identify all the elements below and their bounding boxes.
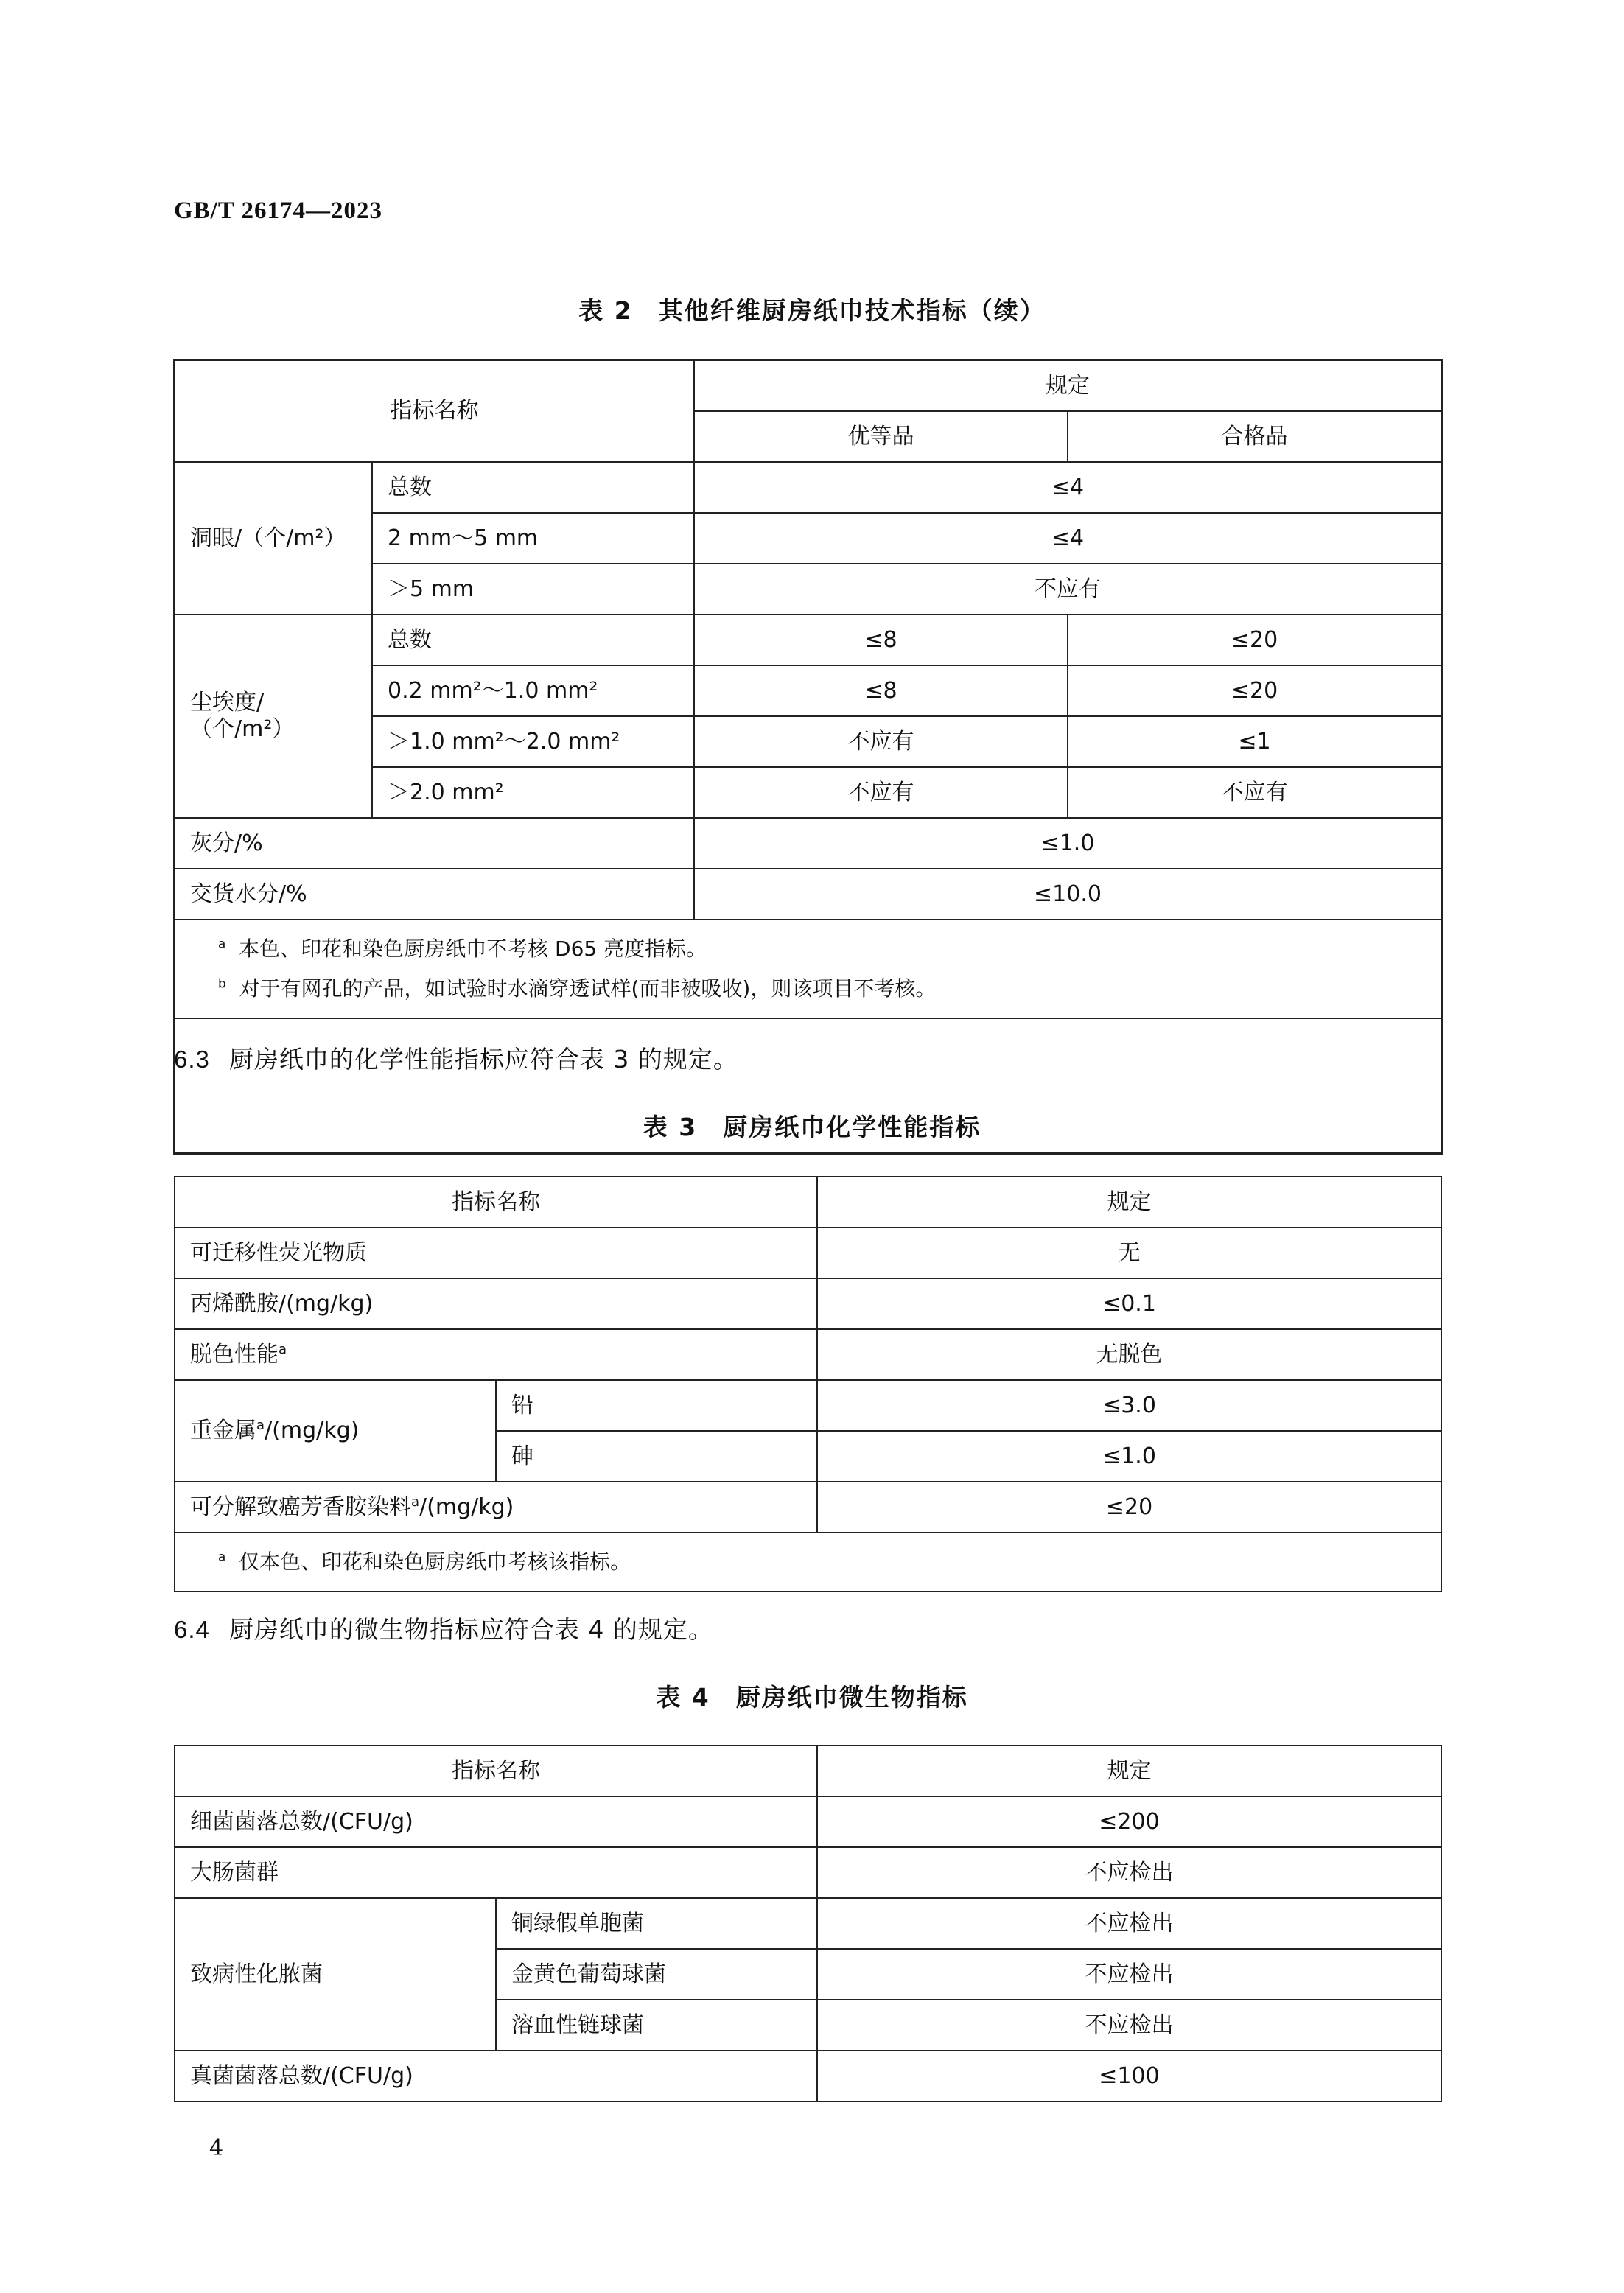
fungi-label: 真菌菌落总数/(CFU/g) bbox=[175, 2051, 817, 2101]
table2-head-spec: 规定 bbox=[694, 360, 1441, 411]
section-text: 厨房纸巾的微生物指标应符合表 4 的规定。 bbox=[228, 1615, 713, 1644]
section-text: 厨房纸巾的化学性能指标应符合表 3 的规定。 bbox=[228, 1045, 738, 1074]
pathogen-label: 溶血性链球菌 bbox=[496, 2000, 817, 2051]
dust-value-grade2: ≤20 bbox=[1068, 665, 1441, 716]
dust-value-grade2: 不应有 bbox=[1068, 767, 1441, 818]
table4 bbox=[174, 1745, 1442, 2102]
table2 bbox=[174, 360, 1442, 1019]
holes-value: ≤4 bbox=[694, 513, 1441, 564]
table2-caption: 表 2 其他纤维厨房纸巾技术指标（续） bbox=[578, 296, 1046, 325]
table-row bbox=[175, 1482, 1441, 1533]
table3 bbox=[174, 1176, 1442, 1592]
dust-label: 0.2 mm²～1.0 mm² bbox=[372, 665, 694, 716]
section-number: 6.4 bbox=[174, 1616, 210, 1643]
table-row bbox=[175, 1278, 1441, 1329]
table3-header-row bbox=[175, 1177, 1441, 1228]
table3-head-spec: 规定 bbox=[817, 1177, 1441, 1228]
pathogens-label: 致病性化脓菌 bbox=[175, 1898, 496, 2051]
bacteria-label: 细菌菌落总数/(CFU/g) bbox=[175, 1796, 817, 1847]
holes-value: ≤4 bbox=[694, 462, 1441, 513]
arsenic-label: 砷 bbox=[496, 1431, 817, 1482]
acrylamide-label: 丙烯酰胺/(mg/kg) bbox=[175, 1278, 817, 1329]
dust-group-label: 尘埃度/（个/m²） bbox=[175, 615, 372, 818]
table2-head-grade1: 优等品 bbox=[694, 411, 1068, 462]
table-row bbox=[175, 1847, 1441, 1898]
table4-head-name: 指标名称 bbox=[175, 1746, 817, 1796]
fungi-value: ≤100 bbox=[817, 2051, 1441, 2101]
decolor-label: 脱色性能$^a$ bbox=[175, 1329, 817, 1380]
fluorescent-label: 可迁移性荧光物质 bbox=[175, 1228, 817, 1278]
table3-notes bbox=[175, 1533, 1441, 1592]
table4-head-spec: 规定 bbox=[817, 1746, 1441, 1796]
section-6-4 bbox=[174, 1611, 713, 1645]
standard-number: GB/T 26174—2023 bbox=[174, 197, 383, 224]
table2-head-grade2: 合格品 bbox=[1068, 411, 1441, 462]
moisture-value: ≤10.0 bbox=[694, 869, 1441, 920]
table2-head-name: 指标名称 bbox=[175, 360, 694, 462]
decolor-value: 无脱色 bbox=[817, 1329, 1441, 1380]
ash-label: 灰分/% bbox=[175, 818, 694, 869]
coliform-value: 不应检出 bbox=[817, 1847, 1441, 1898]
table-row bbox=[175, 1380, 1441, 1431]
azo-label: 可分解致癌芳香胺染料$^a$/(mg/kg) bbox=[175, 1482, 817, 1533]
pathogen-label: 金黄色葡萄球菌 bbox=[496, 1949, 817, 2000]
table-row bbox=[175, 1228, 1441, 1278]
pathogen-value: 不应检出 bbox=[817, 1898, 1441, 1949]
table3-note-a: $^a$ 仅本色、印花和染色厨房纸巾考核该指标。 bbox=[218, 1549, 631, 1574]
pathogen-value: 不应检出 bbox=[817, 2000, 1441, 2051]
holes-group-label: 洞眼/（个/m²） bbox=[175, 462, 372, 615]
table-row bbox=[175, 869, 1441, 920]
table2-note-b: $^b$ 对于有网孔的产品，如试验时水滴穿透试样(而非被吸收)，则该项目不考核。 bbox=[218, 976, 937, 1001]
table2-notes bbox=[175, 920, 1441, 1018]
table-row bbox=[175, 818, 1441, 869]
table-row bbox=[175, 2051, 1441, 2101]
table2-header-row bbox=[175, 360, 1441, 411]
metals-label: 重金属$^a$/(mg/kg) bbox=[175, 1380, 496, 1482]
dust-value-grade2: ≤1 bbox=[1068, 716, 1441, 767]
dust-label: ＞1.0 mm²～2.0 mm² bbox=[372, 716, 694, 767]
holes-label: ＞5 mm bbox=[372, 564, 694, 615]
bacteria-value: ≤200 bbox=[817, 1796, 1441, 1847]
page-header bbox=[174, 196, 382, 225]
holes-value: 不应有 bbox=[694, 564, 1441, 615]
coliform-label: 大肠菌群 bbox=[175, 1847, 817, 1898]
table-row bbox=[175, 1796, 1441, 1847]
moisture-label: 交货水分/% bbox=[175, 869, 694, 920]
dust-label: ＞2.0 mm² bbox=[372, 767, 694, 818]
lead-label: 铅 bbox=[496, 1380, 817, 1431]
ash-value: ≤1.0 bbox=[694, 818, 1441, 869]
lead-value: ≤3.0 bbox=[817, 1380, 1441, 1431]
dust-value-grade1: 不应有 bbox=[694, 716, 1068, 767]
dust-value-grade1: ≤8 bbox=[694, 665, 1068, 716]
table-row bbox=[175, 615, 1441, 665]
table-row bbox=[175, 1898, 1441, 1949]
azo-value: ≤20 bbox=[817, 1482, 1441, 1533]
dust-value-grade1: 不应有 bbox=[694, 767, 1068, 818]
table-row bbox=[175, 462, 1441, 513]
pathogen-value: 不应检出 bbox=[817, 1949, 1441, 2000]
dust-value-grade2: ≤20 bbox=[1068, 615, 1441, 665]
arsenic-value: ≤1.0 bbox=[817, 1431, 1441, 1482]
holes-label: 2 mm～5 mm bbox=[372, 513, 694, 564]
dust-value-grade1: ≤8 bbox=[694, 615, 1068, 665]
table3-caption: 表 3 厨房纸巾化学性能指标 bbox=[643, 1113, 981, 1141]
section-6-3 bbox=[174, 1040, 738, 1075]
section-number: 6.3 bbox=[174, 1046, 210, 1073]
pathogen-label: 铜绿假单胞菌 bbox=[496, 1898, 817, 1949]
table2-note-a: $^a$ 本色、印花和染色厨房纸巾不考核 D65 亮度指标。 bbox=[218, 936, 707, 961]
acrylamide-value: ≤0.1 bbox=[817, 1278, 1441, 1329]
table3-head-name: 指标名称 bbox=[175, 1177, 817, 1228]
table4-caption: 表 4 厨房纸巾微生物指标 bbox=[656, 1683, 968, 1712]
table4-header-row bbox=[175, 1746, 1441, 1796]
holes-label: 总数 bbox=[372, 462, 694, 513]
dust-label: 总数 bbox=[372, 615, 694, 665]
fluorescent-value: 无 bbox=[817, 1228, 1441, 1278]
page-number: 4 bbox=[209, 2135, 224, 2161]
table-row bbox=[175, 1329, 1441, 1380]
